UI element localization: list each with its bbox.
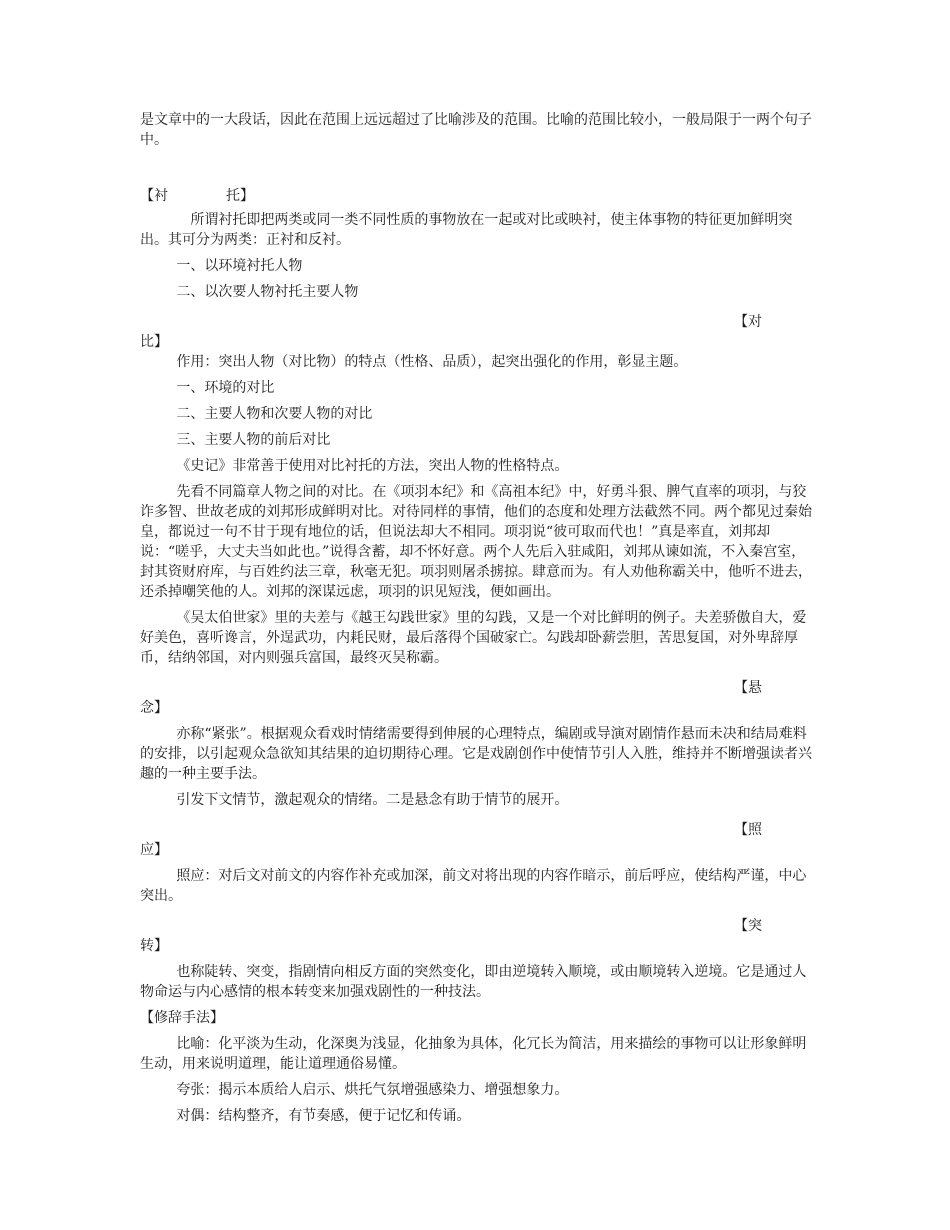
document-page (140, 110, 812, 1126)
chentuo-item-1: 一、以环境衬托人物 (176, 258, 303, 274)
heading-tuzhuan-top: 【突 (734, 918, 762, 934)
xuannian-description: 亦称“紧张”。根据观众看戏时情绪需要得到伸展的心理特点，编剧或导演对剧情作悬而未决和结局难料的安排，以引起观众急欲知其结果的迫切期待心理。它是戏剧创作中使情节引人入胜，维持并不断增强读者兴趣的一种主要手法。 (140, 726, 812, 782)
zhaoying-description: 照应：对后文对前文的内容作补充或加深，前文对将出现的内容作暗示，前后呼应，使结构严谨，中心突出。 (140, 868, 807, 904)
heading-xuannian-bottom: 念】 (140, 700, 168, 716)
xiuci-duiou: 对偶：结构整齐，有节奏感，便于记忆和传诵。 (176, 1108, 471, 1124)
heading-chentuo-close: 托】 (226, 188, 254, 204)
xuannian-effect: 引发下文情节，激起观众的情绪。二是悬念有助于情节的展开。 (176, 792, 569, 808)
heading-chentuo (140, 186, 812, 206)
heading-xiuci: 【修辞手法】 (140, 1010, 224, 1026)
heading-xuannian-top: 【悬 (734, 680, 762, 696)
tuzhuan-description: 也称陡转、突变，指剧情向相反方面的突然变化，即由逆境转入顺境，或由顺境转入逆境。它是通过人物命运与内心感情的根本转变来加强戏剧性的一种技法。 (140, 964, 807, 1000)
heading-zhaoying-bottom: 应】 (140, 842, 168, 858)
heading-tuzhuan-bottom: 转】 (140, 938, 168, 954)
heading-chentuo-open: 【衬 (140, 188, 168, 204)
duibi-paragraph-xiangyu-liubang: 先看不同篇章人物之间的对比。在《项羽本纪》和《高祖本纪》中，好勇斗狠、脾气直率的项羽，与狡诈多智、世故老成的刘邦形成鲜明对比。对待同样的事情，他们的态度和处理方法截然不同。两个都见过秦始皇，都说过一句不甘于现有地位的话，但说法却大不相同。项羽说“彼可取而代也！”真是率直，刘邦却说：“嗟乎，大丈夫当如此也。”说得含蓄，却不怀好意。两个人先后入驻咸阳，刘邦从谏如流，不入秦宫室，封其资财府库，与百姓约法三章，秋毫无犯。项羽则屠杀掳掠。肆意而为。有人劝他称霸关中，他听不进去，还杀掉嘲笑他的人。刘邦的深谋远虑，项羽的识见短浅，便如画出。 (140, 484, 812, 600)
xiuci-biyu: 比喻：化平淡为生动，化深奥为浅显，化抽象为具体，化冗长为简洁，用来描绘的事物可以让形象鲜明生动，用来说明道理，能让道理通俗易懂。 (140, 1036, 807, 1072)
heading-duibi-top: 【对 (734, 314, 762, 330)
heading-zhaoying-top: 【照 (734, 822, 762, 838)
duibi-item-2: 二、主要人物和次要人物的对比 (176, 406, 373, 422)
duibi-paragraph-fuchai-goujian: 《吴太伯世家》里的夫差与《越王勾践世家》里的勾践，又是一个对比鲜明的例子。夫差骄傲自大，爱好美色，喜听谗言，外逞武功，内耗民财，最后落得个国破家亡。勾践却卧薪尝胆，苦思复国，对外卑辞厚币，结纳邻国，对内则强兵富国，最终灭吴称霸。 (140, 610, 807, 666)
duibi-shiji: 《史记》非常善于使用对比衬托的方法，突出人物的性格特点。 (176, 458, 569, 474)
chentuo-item-2: 二、以次要人物衬托主要人物 (176, 284, 359, 300)
duibi-item-3: 三、主要人物的前后对比 (176, 432, 331, 448)
duibi-item-1: 一、环境的对比 (176, 380, 275, 396)
intro-paragraph: 是文章中的一大段话，因此在范围上远远超过了比喻涉及的范围。比喻的范围比较小，一般局限于一两个句子中。 (140, 112, 812, 148)
duibi-function: 作用：突出人物（对比物）的特点（性格、品质），起突出强化的作用，彰显主题。 (176, 354, 688, 370)
heading-duibi-bottom: 比】 (140, 334, 168, 350)
chentuo-description: 所谓衬托即把两类或同一类不同性质的事物放在一起或对比或映衬，使主体事物的特征更加鲜明突出。其可分为两类：正衬和反衬。 (140, 212, 793, 248)
xiuci-kuazhang: 夸张：揭示本质给人启示、烘托气氛增强感染力、增强想象力。 (176, 1082, 569, 1098)
